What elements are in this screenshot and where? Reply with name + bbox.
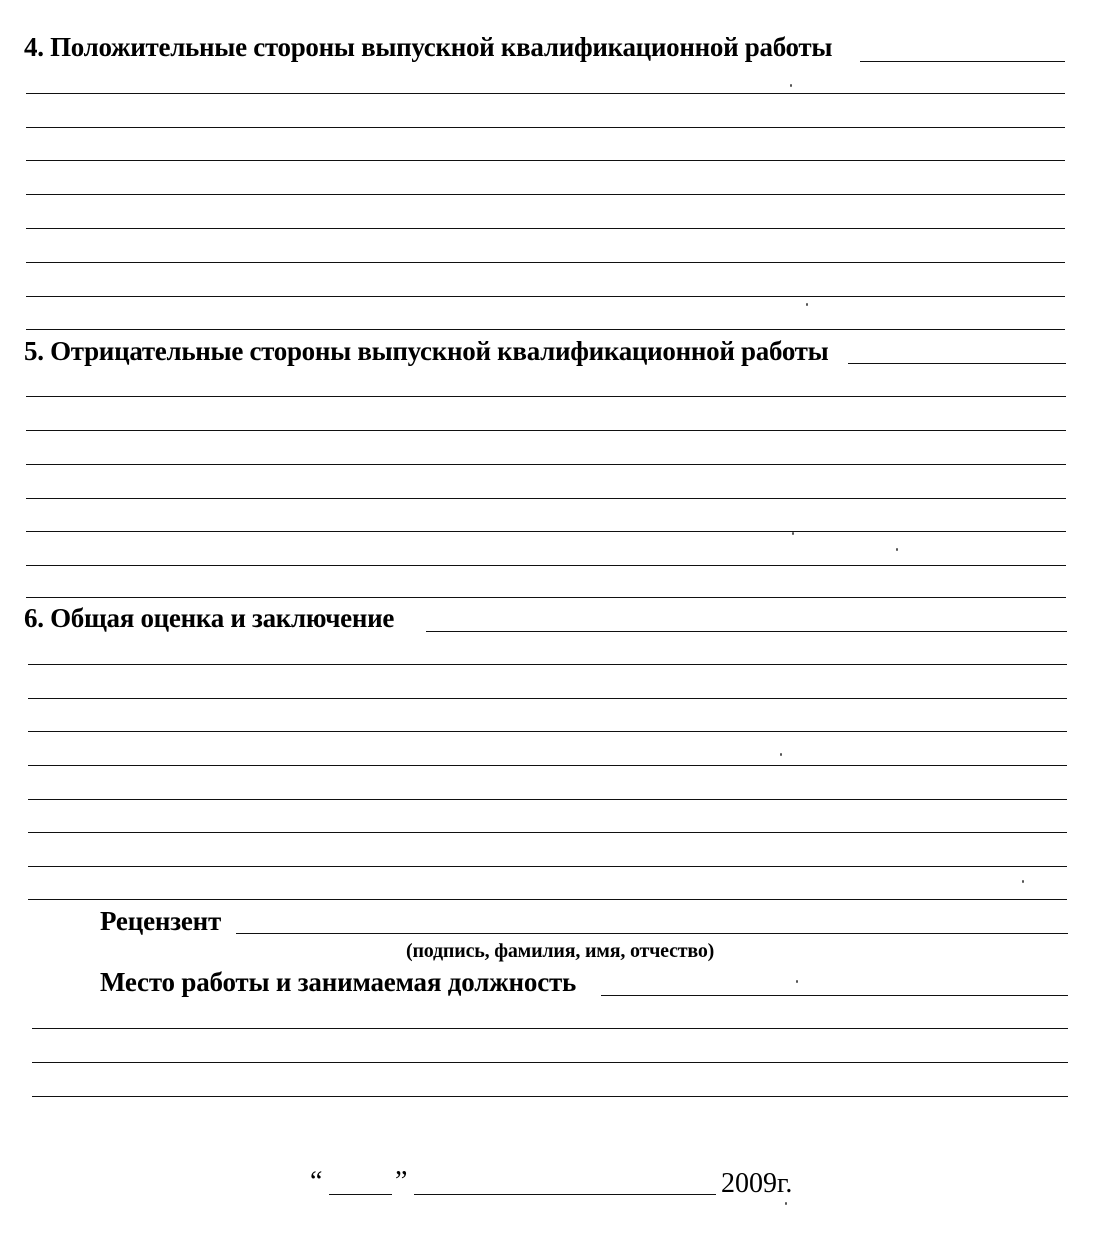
section-6-answer-line[interactable] [28,698,1067,699]
scan-speck [785,1202,787,1205]
scan-speck [796,980,798,983]
workplace-label: Место работы и занимаемая должность [100,967,577,997]
section-4-heading-line[interactable] [860,61,1065,62]
section-4-answer-line[interactable] [26,160,1065,161]
workplace-answer-line[interactable] [32,1028,1068,1029]
section-4-heading: 4. Положительные стороны выпускной квалификационной работы [24,32,833,62]
date-year: 2009г. [721,1168,793,1199]
section-6-heading-line[interactable] [426,631,1067,632]
date-close-quote: ” [395,1166,408,1197]
date-month-line[interactable] [414,1194,716,1195]
section-6-answer-line[interactable] [28,899,1067,900]
workplace-line[interactable] [601,995,1068,996]
section-4-answer-line[interactable] [26,329,1065,330]
section-4-answer-line[interactable] [26,228,1065,229]
date-open-quote: “ [310,1166,323,1197]
section-4-answer-line[interactable] [26,262,1065,263]
section-4-answer-line[interactable] [26,93,1065,94]
section-6-answer-line[interactable] [28,765,1067,766]
section-5-answer-line[interactable] [26,565,1066,566]
section-5-answer-line[interactable] [26,430,1066,431]
section-6-answer-line[interactable] [28,799,1067,800]
scan-speck [792,532,794,535]
date-day-line[interactable] [329,1194,392,1195]
section-5-answer-line[interactable] [26,464,1066,465]
reviewer-signature-line[interactable] [236,933,1068,934]
reviewer-signature-caption: (подпись, фамилия, имя, отчество) [406,940,715,962]
scan-speck [1022,880,1024,883]
scan-speck [780,753,782,756]
section-4-answer-line[interactable] [26,194,1065,195]
reviewer-label: Рецензент [100,906,222,936]
section-5-answer-line[interactable] [26,597,1066,598]
scan-speck [806,303,808,306]
scan-speck [896,548,898,551]
section-5-answer-line[interactable] [26,531,1066,532]
scan-speck [790,84,792,87]
section-6-answer-line[interactable] [28,866,1067,867]
section-4-answer-line[interactable] [26,127,1065,128]
workplace-answer-line[interactable] [32,1062,1068,1063]
section-6-answer-line[interactable] [28,832,1067,833]
section-5-answer-line[interactable] [26,498,1066,499]
section-6-answer-line[interactable] [28,731,1067,732]
section-5-heading: 5. Отрицательные стороны выпускной квалификационной работы [24,336,829,366]
section-4-answer-line[interactable] [26,296,1065,297]
section-6-answer-line[interactable] [28,664,1067,665]
section-6-heading: 6. Общая оценка и заключение [24,603,395,633]
section-5-answer-line[interactable] [26,396,1066,397]
workplace-answer-line[interactable] [32,1096,1068,1097]
section-5-heading-line[interactable] [848,363,1066,364]
